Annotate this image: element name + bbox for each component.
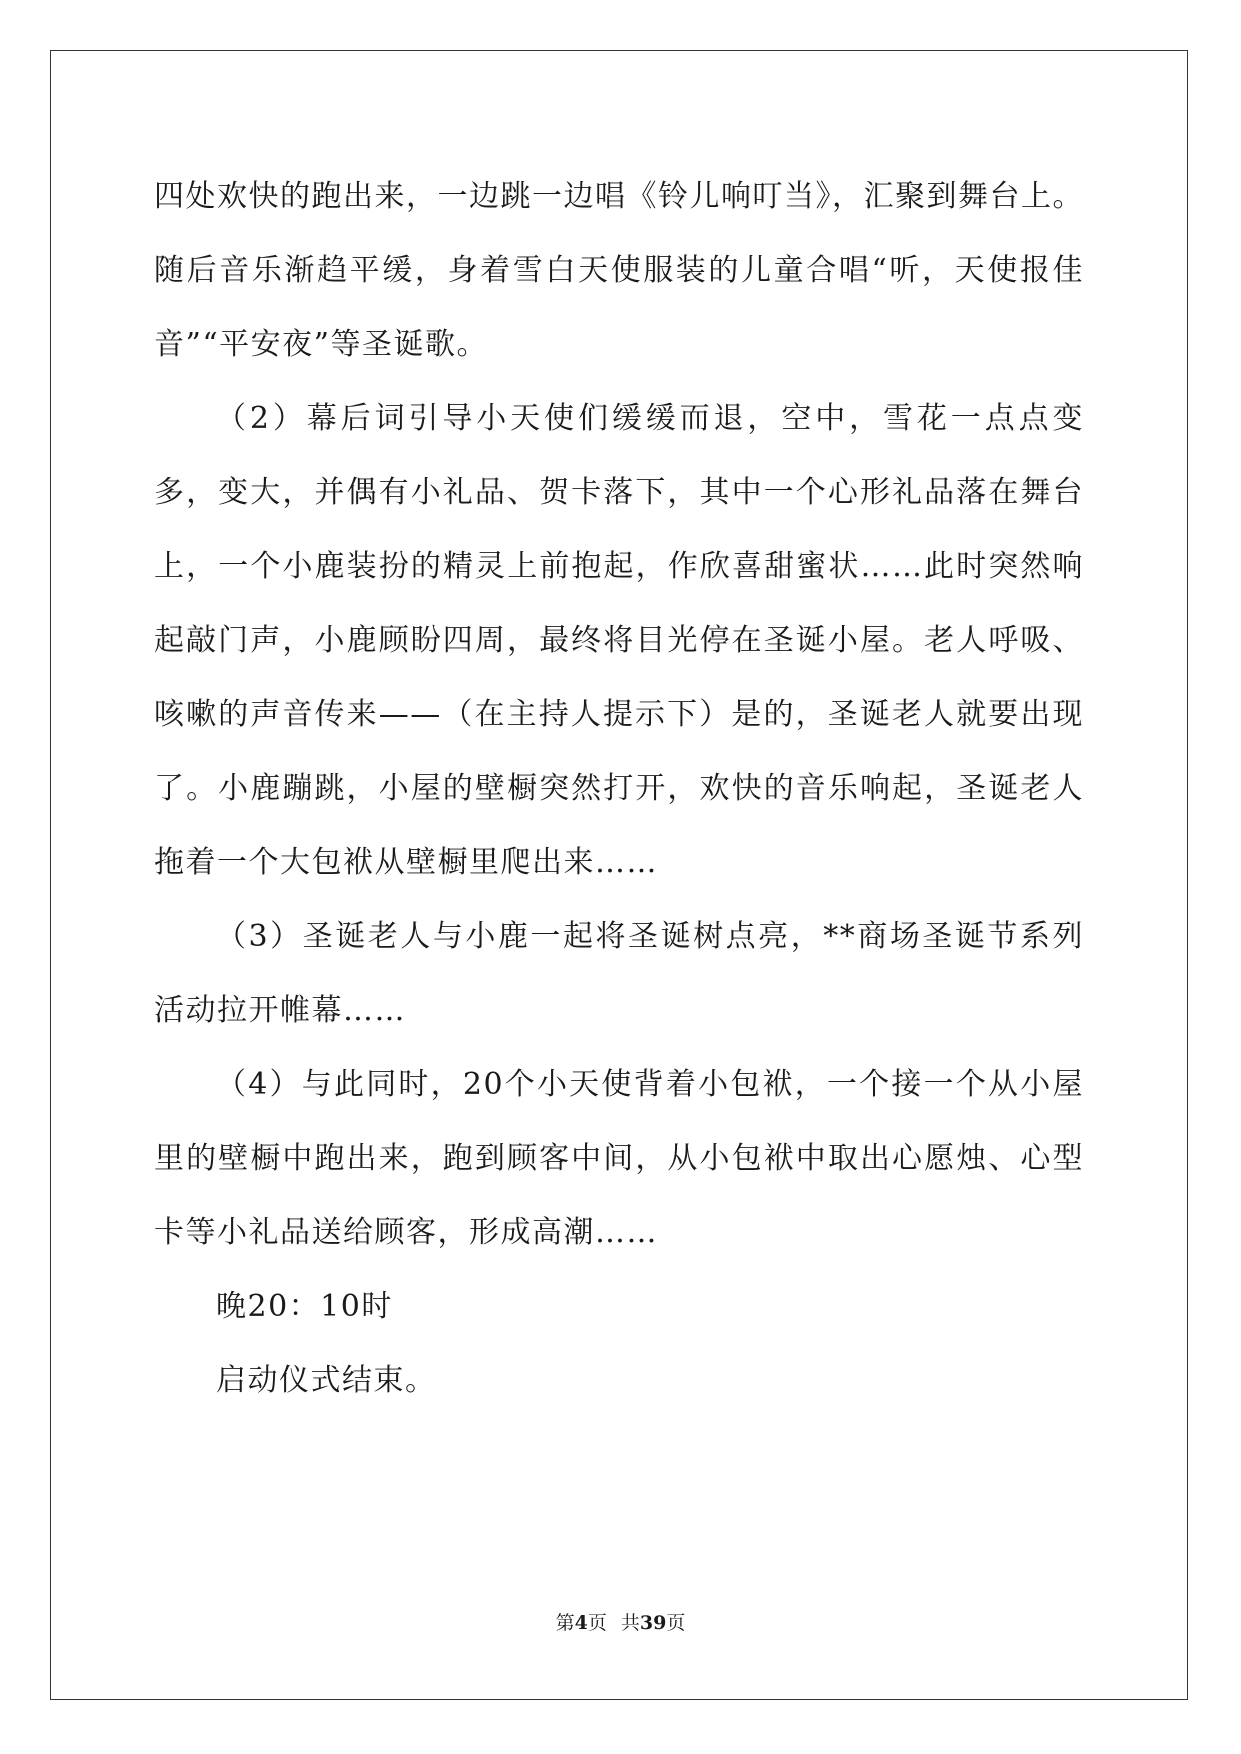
footer-total-suffix: 页: [666, 1612, 686, 1634]
paragraph-2: （2）幕后词引导小天使们缓缓而退，空中，雪花一点点变多，变大，并偶有小礼品、贺卡落下，其中一个心形礼品落在舞台上，一个小鹿装扮的精灵上前抱起，作欣喜甜蜜状……此时突然响起敲门声，小鹿顾盼四周，最终将目光停在圣诞小屋。老人呼吸、咳嗽的声音传来——（在主持人提示下）是的，圣诞老人就要出现了。小鹿蹦跳，小屋的壁橱突然打开，欢快的音乐响起，圣诞老人拖着一个大包袱从壁橱里爬出来……: [154, 401, 1084, 880]
paragraph-4: （4）与此同时，20个小天使背着小包袱，一个接一个从小屋里的壁橱中跑出来，跑到顾客中间，从小包袱中取出心愿烛、心型卡等小礼品送给顾客，形成高潮……: [154, 1067, 1084, 1250]
paragraph-1: 四处欢快的跑出来，一边跳一边唱《铃儿响叮当》，汇聚到舞台上。随后音乐渐趋平缓，身着雪白天使服装的儿童合唱“听，天使报佳音”“平安夜”等圣诞歌。: [154, 179, 1084, 362]
page-footer: [0, 1608, 1241, 1635]
footer-page-suffix: 页: [587, 1612, 607, 1634]
current-page-number: 4: [574, 1612, 588, 1634]
footer-total-prefix: 共: [620, 1612, 640, 1634]
document-body: [154, 160, 1084, 1418]
footer-prefix: 第: [555, 1612, 575, 1634]
total-page-count: 39: [639, 1612, 667, 1634]
paragraph-6: 启动仪式结束。: [216, 1363, 437, 1398]
paragraph-5: 晚20：10时: [216, 1289, 393, 1324]
paragraph-3: （3）圣诞老人与小鹿一起将圣诞树点亮，**商场圣诞节系列活动拉开帷幕……: [154, 919, 1084, 1028]
